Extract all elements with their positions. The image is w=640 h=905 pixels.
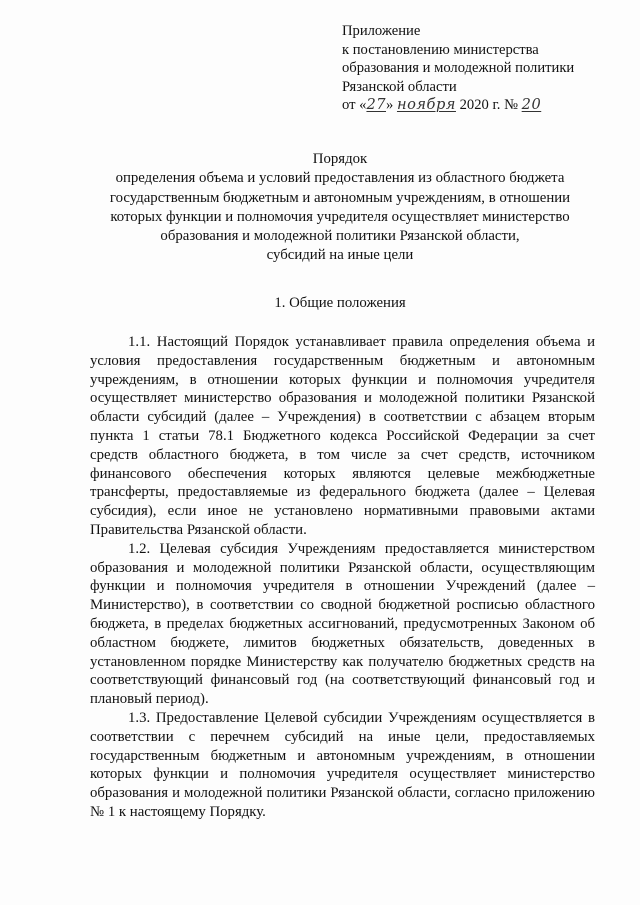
- document-body: [90, 333, 595, 822]
- appendix-label: Приложение: [342, 23, 421, 39]
- title-line-3: государственным бюджетным и автономным учреждениям, в отношении: [109, 189, 571, 206]
- title-line-4: которых функции и полномочия учредителя осуществляет министерство: [110, 208, 570, 225]
- appendix-line-4: Рязанской области: [342, 78, 457, 95]
- date-year: 2020 г. №: [455, 97, 522, 114]
- document-number: 20: [521, 96, 542, 114]
- paragraph-1-1: 1.1. Настоящий Порядок устанавливает правила определения объема и условия предоставления государственным бюджетным и автономным учреждениям, в отношении которых функции и полномочия учредителя осуществляет министерство образования и молодежной политики Рязанской области субсидий (далее – Учреждения) в соответствии с абзацем вторым пункта 1 статьи 78.1 Бюджетного кодекса Российской Федерации за счет средств областного бюджета, в том числе за счет средств, источником финансового обеспечения которых являются целевые межбюджетные трансферты, предоставляемые из федерального бюджета (далее – Целевая субсидия), если иное не установлено нормативными правовыми актами Правительства Рязанской области.: [90, 334, 595, 538]
- title-line-2: определения объема и условий предоставления из областного бюджета: [115, 170, 565, 187]
- date-prefix: от «: [342, 97, 367, 114]
- title-line-5: образования и молодежной политики Рязанской области,: [160, 228, 520, 245]
- document-title: [70, 150, 610, 266]
- section-heading: 1. Общие положения: [274, 295, 406, 311]
- title-word: Порядок: [312, 151, 368, 167]
- appendix-line-2: к постановлению министерства: [342, 41, 539, 58]
- paragraph-1-3: 1.3. Предоставление Целевой субсидии Учреждениям осуществляется в соответствии с перечнем субсидий на иные цели, предоставляемых государственным бюджетным и автономным учреждениям, в отношении которых функции и полномочия учредителя осуществляет министерство образования и молодежной политики Рязанской области, согласно приложению № 1 к настоящему Порядку.: [90, 709, 595, 820]
- date-month: ноября: [396, 96, 456, 114]
- date-day: 27: [366, 96, 387, 114]
- appendix-date-line: [342, 96, 612, 115]
- appendix-line-3: образования и молодежной политики: [342, 60, 575, 77]
- date-mid: »: [386, 97, 397, 114]
- title-line-6: субсидий на иные цели: [266, 247, 414, 264]
- paragraph-1-2: 1.2. Целевая субсидия Учреждениям предоставляется министерством образования и молодежной политики Рязанской области, осуществляющим функции и полномочия учредителя в отношении Учреждений (далее – Министерство), в соответствии со сводной бюджетной росписью областного бюджета, в пределах бюджетных ассигнований, предусмотренных Законом об областном бюджете, лимитов бюджетных обязательств, доведенных в установленном порядке Министерству как получателю бюджетных средств на соответствующий финансовый год (на соответствующий финансовый год и плановый период).: [90, 540, 595, 708]
- appendix-header: [342, 22, 612, 115]
